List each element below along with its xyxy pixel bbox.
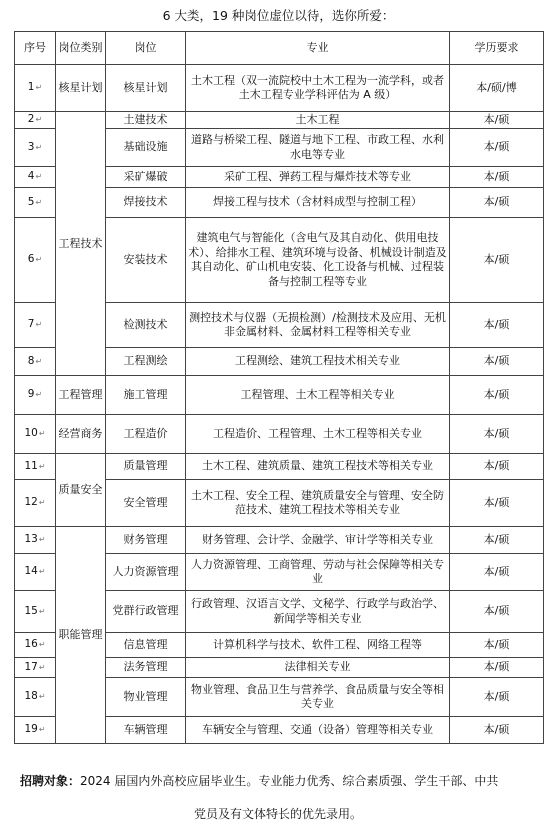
- degree-cell: 本/硕: [450, 218, 544, 303]
- category-cell: 职能管理: [56, 527, 106, 744]
- row-number: 11: [24, 459, 38, 472]
- table-row: 5↵ 焊接技术 焊接工程与技术（含材料成型与控制工程） 本/硕: [15, 188, 544, 218]
- row-number: 18: [24, 690, 38, 703]
- row-number: 9: [27, 388, 35, 401]
- major-cell: 人力资源管理、工商管理、劳动与社会保障等相关专业: [186, 554, 450, 591]
- degree-cell: 本/硕: [450, 376, 544, 415]
- header-degree: 学历要求: [450, 32, 544, 65]
- row-number: 7: [27, 318, 35, 331]
- position-cell: 核星计划: [106, 65, 186, 112]
- header-no: 序号: [15, 32, 56, 65]
- row-number: 2: [27, 113, 35, 126]
- header-position: 岗位: [106, 32, 186, 65]
- table-row: 14↵ 人力资源管理 人力资源管理、工商管理、劳动与社会保障等相关专业 本/硕: [15, 554, 544, 591]
- row-number: 3: [27, 140, 35, 153]
- row-number: 6: [27, 253, 35, 266]
- recruitment-target: [20, 772, 540, 789]
- major-cell: 车辆安全与管理、交通（设备）管理等相关专业: [186, 717, 450, 744]
- position-cell: 工程造价: [106, 415, 186, 454]
- row-number: 13: [24, 533, 38, 546]
- table-row: 12↵ 安全管理 土木工程、安全工程、建筑质量安全与管理、安全防范技术、建筑工程技术等相关专业 本/硕: [15, 480, 544, 527]
- table-row: 13↵ 职能管理 财务管理 财务管理、会计学、金融学、审计学等相关专业 本/硕: [15, 527, 544, 554]
- table-row: 16↵ 信息管理 计算机科学与技术、软件工程、网络工程等 本/硕: [15, 633, 544, 658]
- category-cell: 工程管理: [56, 376, 106, 415]
- position-cell: 焊接技术: [106, 188, 186, 218]
- recruitment-target-text: 2024 届国内外高校应届毕业生。专业能力优秀、综合素质强、学生干部、中共: [80, 774, 499, 788]
- row-number: 12: [24, 496, 38, 509]
- degree-cell: 本/硕: [450, 658, 544, 678]
- degree-cell: 本/硕: [450, 633, 544, 658]
- major-cell: 物业管理、食品卫生与营养学、食品质量与安全等相关专业: [186, 678, 450, 717]
- degree-cell: 本/硕: [450, 527, 544, 554]
- major-cell: 土木工程、建筑质量、建筑工程技术等相关专业: [186, 454, 450, 480]
- degree-cell: 本/硕: [450, 678, 544, 717]
- table-row: 11↵ 质量安全 质量管理 土木工程、建筑质量、建筑工程技术等相关专业 本/硕: [15, 454, 544, 480]
- header-major: 专业: [186, 32, 450, 65]
- degree-cell: 本/硕: [450, 348, 544, 376]
- position-cell: 土建技术: [106, 112, 186, 129]
- position-cell: 安装技术: [106, 218, 186, 303]
- table-row: 15↵ 党群行政管理 行政管理、汉语言文学、文秘学、行政学与政治学、新闻学等相关专业 本/硕: [15, 591, 544, 633]
- row-number: 1: [27, 81, 35, 94]
- table-header-row: [15, 32, 544, 65]
- recruitment-target-label: 招聘对象：: [20, 774, 81, 788]
- row-number: 10: [24, 427, 38, 440]
- header-category: 岗位类别: [56, 32, 106, 65]
- row-number: 16: [24, 638, 38, 651]
- position-cell: 基础设施: [106, 129, 186, 167]
- table-row: 8↵ 工程测绘 工程测绘、建筑工程技术相关专业 本/硕: [15, 348, 544, 376]
- major-cell: 焊接工程与技术（含材料成型与控制工程）: [186, 188, 450, 218]
- position-cell: 法务管理: [106, 658, 186, 678]
- row-number: 5: [27, 195, 35, 208]
- major-cell: 采矿工程、弹药工程与爆炸技术等专业: [186, 167, 450, 188]
- major-cell: 工程测绘、建筑工程技术相关专业: [186, 348, 450, 376]
- category-cell: 质量安全: [56, 454, 106, 527]
- degree-cell: 本/硕: [450, 129, 544, 167]
- major-cell: 土木工程: [186, 112, 450, 129]
- row-number: 15: [24, 604, 38, 617]
- position-cell: 工程测绘: [106, 348, 186, 376]
- degree-cell: 本/硕: [450, 717, 544, 744]
- row-number: 14: [24, 565, 38, 578]
- table-row: 10↵ 经营商务 工程造价 工程造价、工程管理、土木工程等相关专业 本/硕: [15, 415, 544, 454]
- degree-cell: 本/硕: [450, 554, 544, 591]
- category-cell: 工程技术: [56, 112, 106, 376]
- table-row: 19↵ 车辆管理 车辆安全与管理、交通（设备）管理等相关专业 本/硕: [15, 717, 544, 744]
- intro-text: 6 大类，19 种岗位虚位以待，选你所爱：: [162, 8, 395, 23]
- position-cell: 物业管理: [106, 678, 186, 717]
- degree-cell: 本/硕: [450, 188, 544, 218]
- major-cell: 建筑电气与智能化（含电气及其自动化、供用电技术）、给排水工程、建筑环境与设备、机械设计制造及其自动化、矿山机电安装、化工设备与机械、过程装备与控制工程等专业: [186, 218, 450, 303]
- table-row: 2↵ 工程技术 土建技术 土木工程 本/硕: [15, 112, 544, 129]
- position-cell: 检测技术: [106, 303, 186, 348]
- table-row: 9↵ 工程管理 施工管理 工程管理、土木工程等相关专业 本/硕: [15, 376, 544, 415]
- category-cell: 核星计划: [56, 65, 106, 112]
- major-cell: 行政管理、汉语言文学、文秘学、行政学与政治学、新闻学等相关专业: [186, 591, 450, 633]
- table-row: 7↵ 检测技术 测控技术与仪器（无损检测）/检测技术及应用、无机非金属材料、金属材料工程等相关专业 本/硕: [15, 303, 544, 348]
- degree-cell: 本/硕: [450, 480, 544, 527]
- degree-cell: 本/硕/博: [450, 65, 544, 112]
- table-row: 4↵ 采矿爆破 采矿工程、弹药工程与爆炸技术等专业 本/硕: [15, 167, 544, 188]
- position-cell: 财务管理: [106, 527, 186, 554]
- position-cell: 信息管理: [106, 633, 186, 658]
- major-cell: 测控技术与仪器（无损检测）/检测技术及应用、无机非金属材料、金属材料工程等相关专业: [186, 303, 450, 348]
- table-row: 6↵ 安装技术 建筑电气与智能化（含电气及其自动化、供用电技术）、给排水工程、建筑环境与设备、机械设计制造及其自动化、矿山机电安装、化工设备与机械、过程装备与控制工程等专业 本/硕: [15, 218, 544, 303]
- major-cell: 计算机科学与技术、软件工程、网络工程等: [186, 633, 450, 658]
- table-row: 1↵ 核星计划 核星计划 土木工程（双一流院校中土木工程为一流学科，或者土木工程专业学科评估为 A 级） 本/硕/博: [15, 65, 544, 112]
- degree-cell: 本/硕: [450, 167, 544, 188]
- table-row: 3↵ 基础设施 道路与桥梁工程、隧道与地下工程、市政工程、水利水电等专业 本/硕: [15, 129, 544, 167]
- row-number: 4: [27, 170, 35, 183]
- table-row: 18↵ 物业管理 物业管理、食品卫生与营养学、食品质量与安全等相关专业 本/硕: [15, 678, 544, 717]
- position-cell: 人力资源管理: [106, 554, 186, 591]
- positions-table: [14, 31, 544, 744]
- row-number: 17: [24, 660, 38, 673]
- degree-cell: 本/硕: [450, 454, 544, 480]
- major-cell: 道路与桥梁工程、隧道与地下工程、市政工程、水利水电等专业: [186, 129, 450, 167]
- major-cell: 土木工程（双一流院校中土木工程为一流学科，或者土木工程专业学科评估为 A 级）: [186, 65, 450, 112]
- major-cell: 土木工程、安全工程、建筑质量安全与管理、安全防范技术、建筑工程技术等相关专业: [186, 480, 450, 527]
- major-cell: 工程造价、工程管理、土木工程等相关专业: [186, 415, 450, 454]
- major-cell: 工程管理、土木工程等相关专业: [186, 376, 450, 415]
- major-cell: 财务管理、会计学、金融学、审计学等相关专业: [186, 527, 450, 554]
- position-cell: 质量管理: [106, 454, 186, 480]
- degree-cell: 本/硕: [450, 591, 544, 633]
- degree-cell: 本/硕: [450, 415, 544, 454]
- position-cell: 采矿爆破: [106, 167, 186, 188]
- recruitment-target-continued: 党员及有文体特长的优先录用。: [193, 807, 362, 821]
- category-cell: 经营商务: [56, 415, 106, 454]
- table-row: 17↵ 法务管理 法律相关专业 本/硕: [15, 658, 544, 678]
- row-number: 19: [24, 723, 38, 736]
- row-number: 8: [27, 354, 35, 367]
- position-cell: 车辆管理: [106, 717, 186, 744]
- position-cell: 党群行政管理: [106, 591, 186, 633]
- position-cell: 施工管理: [106, 376, 186, 415]
- degree-cell: 本/硕: [450, 112, 544, 129]
- position-cell: 安全管理: [106, 480, 186, 527]
- major-cell: 法律相关专业: [186, 658, 450, 678]
- degree-cell: 本/硕: [450, 303, 544, 348]
